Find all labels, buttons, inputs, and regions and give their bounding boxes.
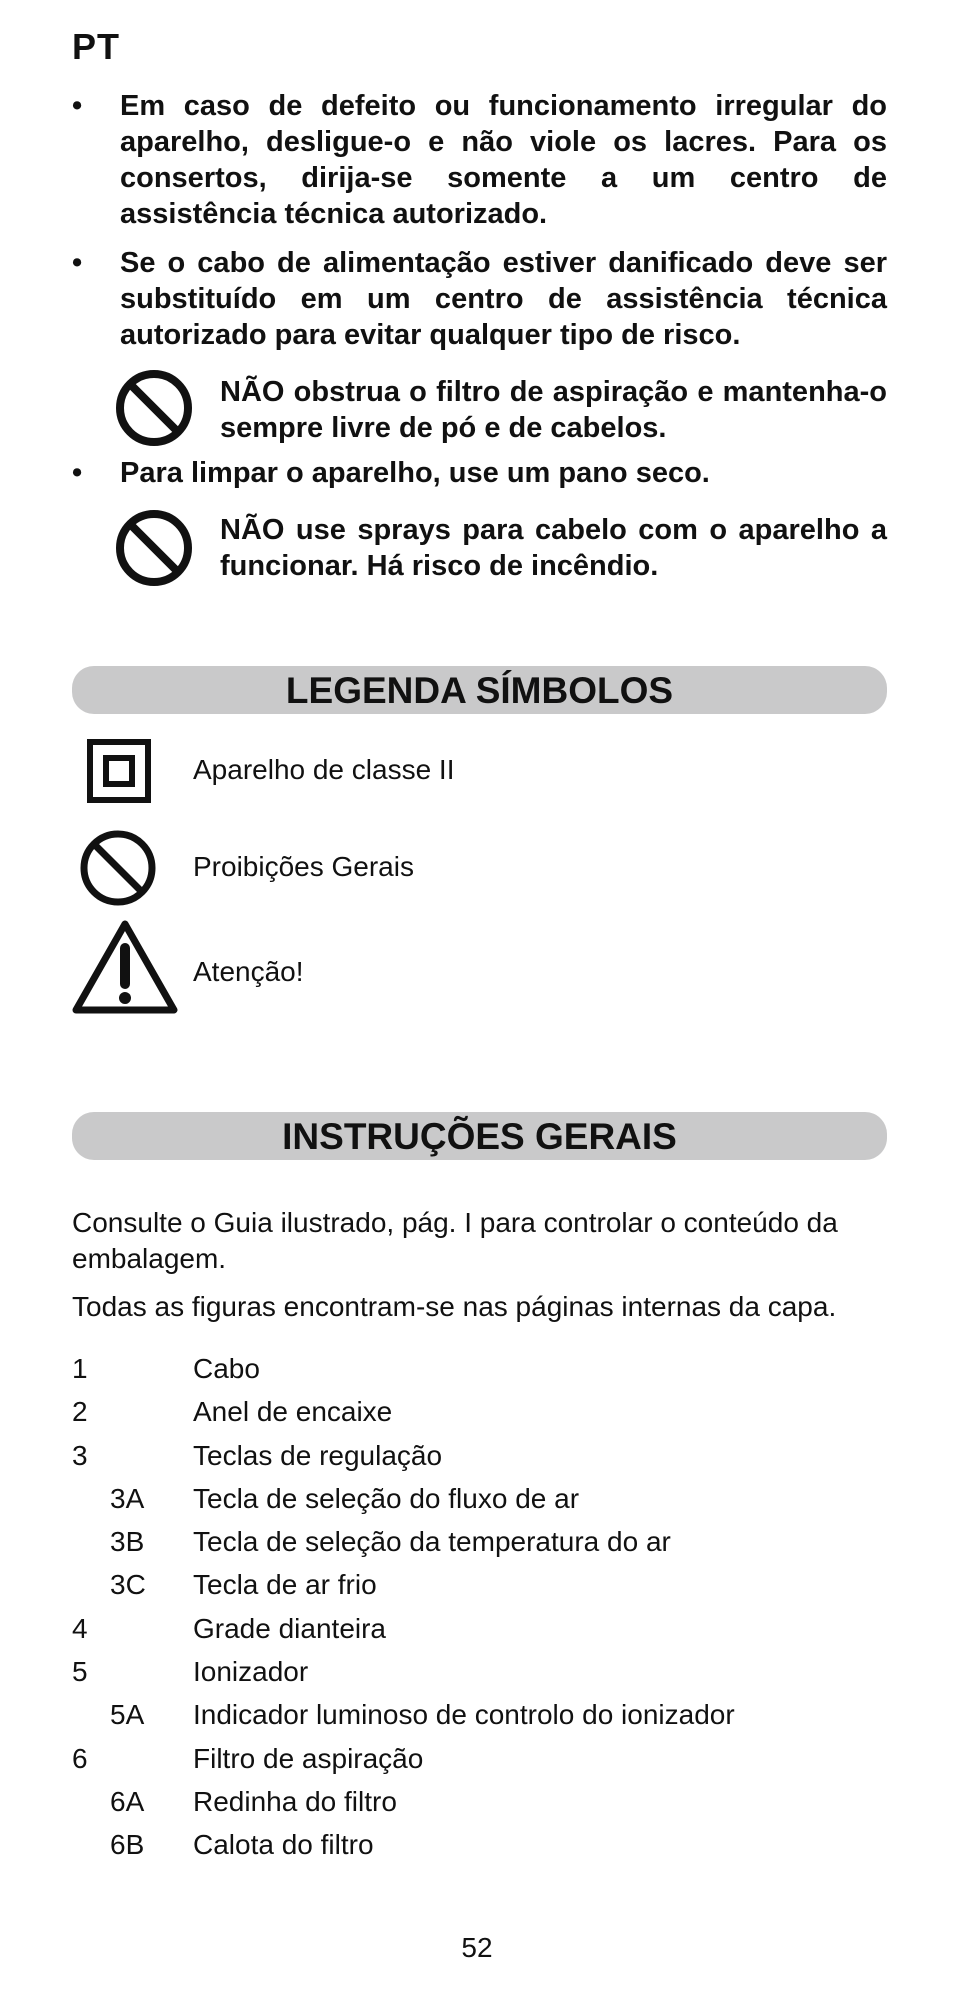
list-item bbox=[72, 1828, 887, 1871]
bullet-marker: • bbox=[72, 457, 83, 489]
safety-bullet-text: Para limpar o aparelho, use um pano seco. bbox=[120, 457, 710, 489]
symbol-label-class-ii: Aparelho de classe II bbox=[193, 754, 455, 785]
prohibition-icon bbox=[114, 368, 194, 448]
part-number: 5 bbox=[72, 1656, 88, 1688]
list-item bbox=[72, 1655, 887, 1698]
list-item bbox=[72, 1482, 887, 1525]
part-label: Teclas de regulação bbox=[193, 1439, 443, 1471]
list-item bbox=[72, 1568, 887, 1611]
warning-text: NÃO use sprays para cabelo com o aparelho a funcionar. Há risco de incêndio. bbox=[220, 514, 887, 582]
part-label: Cabo bbox=[193, 1353, 260, 1384]
part-label: Tecla de seleção da temperatura do ar bbox=[193, 1526, 671, 1558]
part-label: Grade dianteira bbox=[193, 1612, 387, 1644]
part-number: 3A bbox=[110, 1482, 145, 1514]
list-item bbox=[72, 1785, 887, 1828]
section-title-symbols: LEGENDA SÍMBOLOS bbox=[72, 666, 887, 714]
list-item bbox=[72, 1395, 887, 1438]
part-label: Tecla de seleção do fluxo de ar bbox=[193, 1482, 580, 1514]
parts-list bbox=[72, 1352, 887, 1872]
instructions-paragraph-2: Todas as figuras encontram-se nas páginas internas da capa. bbox=[72, 1291, 837, 1322]
part-number: 1 bbox=[72, 1353, 88, 1384]
list-item bbox=[72, 1742, 887, 1785]
part-number: 5A bbox=[110, 1699, 145, 1731]
prohibition-icon bbox=[114, 508, 194, 588]
part-number: 4 bbox=[72, 1612, 88, 1644]
part-label: Anel de encaixe bbox=[193, 1396, 393, 1428]
prohibition-icon bbox=[78, 828, 158, 908]
part-number: 6A bbox=[110, 1785, 145, 1817]
part-label: Calota do filtro bbox=[193, 1829, 374, 1861]
part-number: 3 bbox=[72, 1439, 88, 1471]
section-title-instructions: INSTRUÇÕES GERAIS bbox=[72, 1112, 887, 1160]
part-number: 3B bbox=[110, 1526, 145, 1558]
part-number: 6 bbox=[72, 1742, 88, 1774]
symbol-label-prohibition: Proibições Gerais bbox=[193, 851, 414, 882]
list-item bbox=[72, 1698, 887, 1741]
part-label: Indicador luminoso de controlo do ionizador bbox=[193, 1699, 735, 1731]
list-item bbox=[72, 1352, 887, 1395]
instructions-paragraph-1: Consulte o Guia ilustrado, pág. I para controlar o conteúdo da embalagem. bbox=[72, 1207, 838, 1274]
safety-bullet-text: Em caso de defeito ou funcionamento irregular do aparelho, desligue-o e não viole os lacres. Para os consertos, dirija-se somente a um centro de assistência técnica autorizado. bbox=[120, 90, 887, 230]
part-number: 2 bbox=[72, 1396, 88, 1428]
warning-text: NÃO obstrua o filtro de aspiração e mantenha-o sempre livre de pó e de cabelos. bbox=[220, 376, 887, 444]
page-number: 52 bbox=[461, 1932, 493, 1963]
bullet-marker: • bbox=[72, 90, 83, 122]
language-code: PT bbox=[72, 26, 121, 67]
part-label: Ionizador bbox=[193, 1656, 309, 1688]
safety-bullet-text: Se o cabo de alimentação estiver danificado deve ser substituído em um centro de assistência técnica autorizado para evitar qualquer tipo de risco. bbox=[120, 247, 887, 351]
list-item bbox=[72, 1525, 887, 1568]
list-item bbox=[72, 1612, 887, 1655]
symbol-label-warning: Atenção! bbox=[193, 956, 304, 987]
part-number: 6B bbox=[110, 1829, 145, 1861]
part-label: Tecla de ar frio bbox=[193, 1569, 377, 1601]
bullet-marker: • bbox=[72, 247, 83, 279]
warning-triangle-icon bbox=[70, 918, 180, 1016]
part-number: 3C bbox=[110, 1569, 146, 1601]
class-ii-icon bbox=[86, 738, 152, 804]
list-item bbox=[72, 1439, 887, 1482]
part-label: Redinha do filtro bbox=[193, 1785, 397, 1817]
part-label: Filtro de aspiração bbox=[193, 1742, 424, 1774]
